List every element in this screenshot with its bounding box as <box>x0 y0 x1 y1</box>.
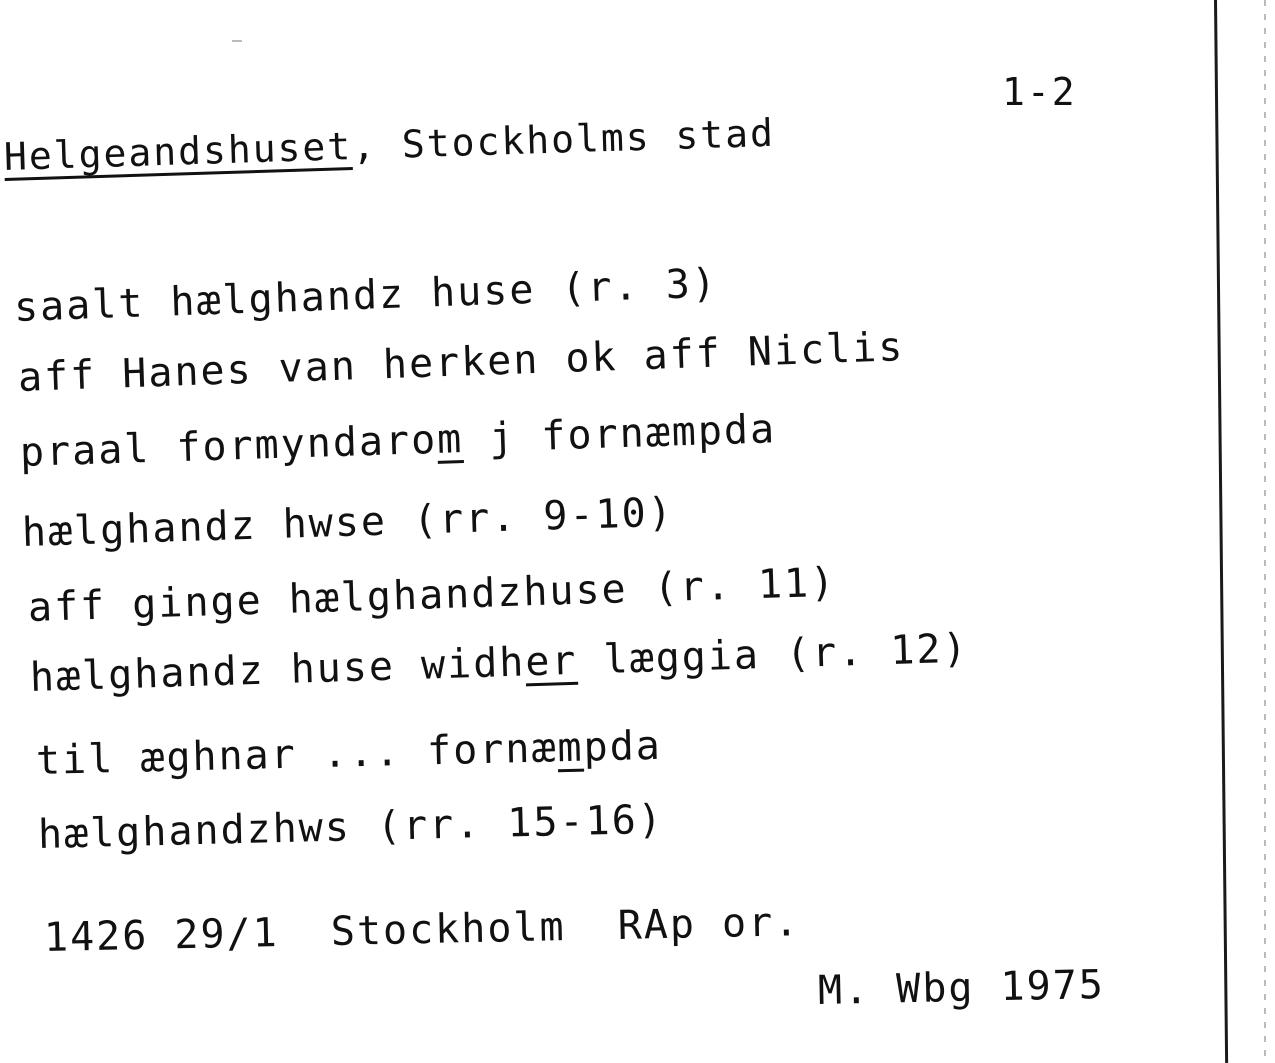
citation-line-7 <box>35 723 662 784</box>
source-reference: 1426 29/1 Stockholm RAp or. <box>43 899 801 961</box>
scan-border <box>1264 0 1266 1063</box>
citation-line-4: hælghandz hwse (rr. 9-10) <box>21 489 675 556</box>
citation-line-8: hælghandzhws (rr. 15-16) <box>37 796 665 858</box>
card-edge <box>1214 0 1228 1063</box>
citation-text: hælghandz huse widh <box>29 639 527 701</box>
expanded-abbreviation: er <box>524 637 579 686</box>
expanded-abbreviation: m <box>556 724 585 772</box>
citation-text: til æghnar ... fornæ <box>35 725 559 784</box>
title-separator: , <box>351 122 403 169</box>
card-number: 1-2 <box>1002 70 1077 114</box>
citation-text: læggia (r. 12) <box>576 625 970 684</box>
scan-speck <box>232 40 242 42</box>
card-heading <box>3 111 775 179</box>
citation-line-6 <box>29 626 969 701</box>
citation-text: j fornæmpda <box>462 406 777 463</box>
citation-line-5: aff ginge hælghandzhuse (r. 11) <box>27 559 837 631</box>
citation-line-1: saalt hælghandz huse (r. 3) <box>13 260 719 331</box>
citation-line-2: aff Hanes van herken ok aff Niclis <box>17 324 906 401</box>
citation-text: praal formyndaro <box>19 416 438 476</box>
card-title: Helgeandshuset <box>3 124 353 179</box>
card-subtitle: Stockholms stad <box>401 110 776 167</box>
expanded-abbreviation: m <box>436 416 464 463</box>
citation-text: pda <box>583 722 663 771</box>
signature: M. Wbg 1975 <box>817 961 1106 1014</box>
citation-line-3 <box>19 406 776 476</box>
